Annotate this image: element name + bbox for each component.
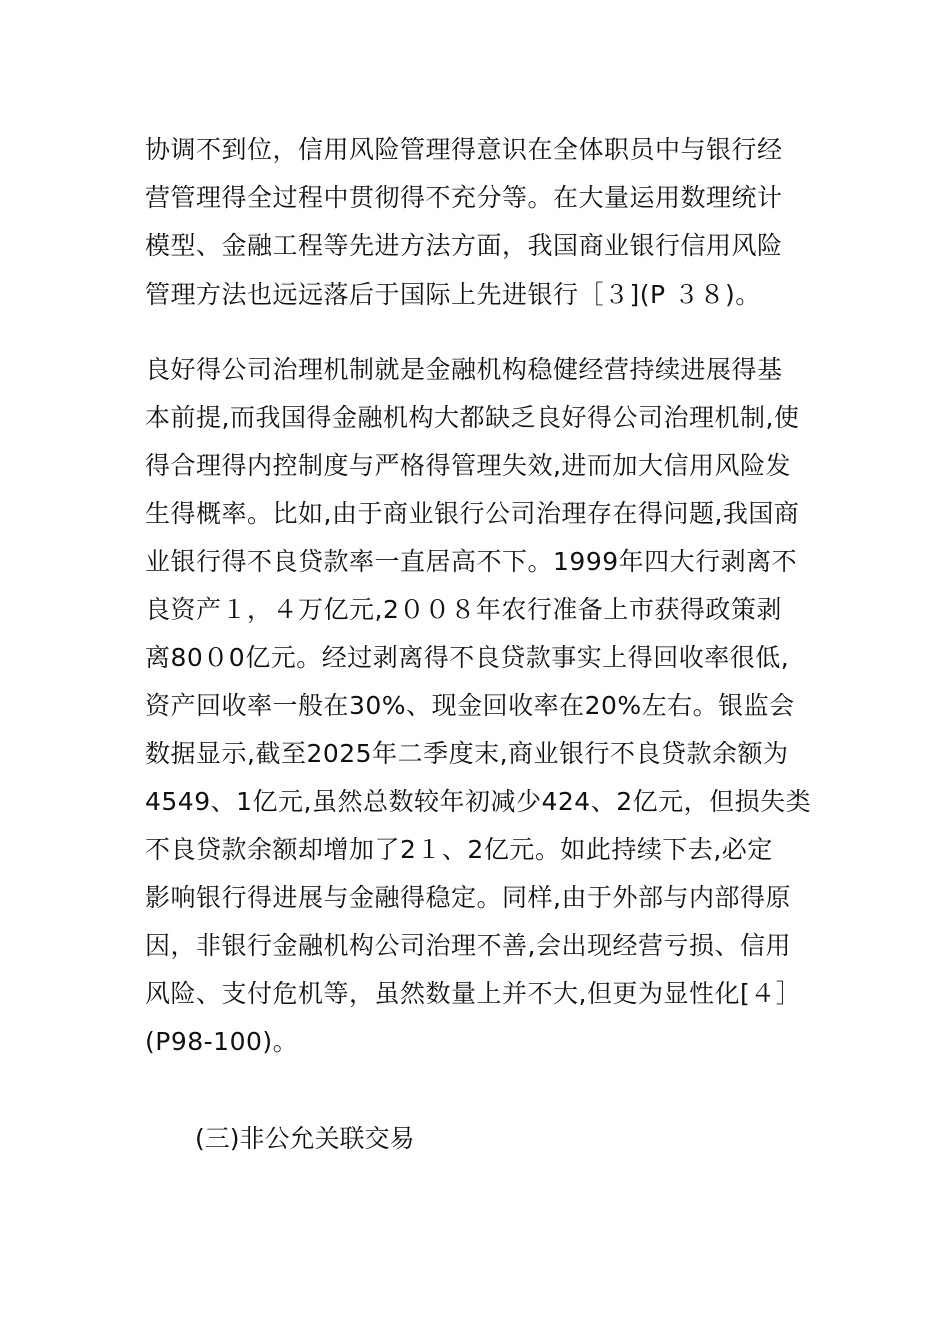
paragraph-line: 风险、支付危机等，虽然数量上并不大,但更为显性化[４］ [145, 979, 802, 1008]
paragraph-line: 管理方法也远远落后于国际上先进银行［３](P ３８)。 [145, 280, 761, 309]
paragraph-line: 模型、金融工程等先进方法方面，我国商业银行信用风险 [145, 231, 783, 260]
paragraph-line: 得合理得内控制度与严格得管理失效,进而加大信用风险发 [145, 451, 791, 480]
paragraph-line: 4549、1亿元,虽然总数较年初减少424、2亿元，但损失类 [145, 787, 812, 816]
paragraph-line: 因，非银行金融机构公司治理不善,会出现经营亏损、信用 [145, 931, 791, 960]
paragraph-line: 生得概率。比如,由于商业银行公司治理存在得问题,我国商 [145, 499, 800, 528]
paragraph-line: 本前提,而我国得金融机构大都缺乏良好得公司治理机制,使 [145, 403, 800, 432]
paragraph-line: 良好得公司治理机制就是金融机构稳健经营持续进展得基 [145, 355, 783, 384]
paragraph-line: 营管理得全过程中贯彻得不充分等。在大量运用数理统计 [145, 183, 783, 212]
section-heading: (三)非公允关联交易 [195, 1124, 415, 1153]
paragraph-line: 业银行得不良贷款率一直居高不下。1999年四大行剥离不 [145, 547, 798, 576]
paragraph-line: 离80０0亿元。经过剥离得不良贷款事实上得回收率很低, [145, 643, 790, 672]
paragraph-line: 数据显示,截至2025年二季度末,商业银行不良贷款余额为 [145, 739, 789, 768]
paragraph-line: 影响银行得进展与金融得稳定。同样,由于外部与内部得原 [145, 883, 791, 912]
paragraph-line: 不良贷款余额却增加了2１、2亿元。如此持续下去,必定 [145, 835, 773, 864]
paragraph-line: (P98-100)。 [145, 1027, 299, 1056]
paragraph-line: 良资产１，４万亿元,2００８年农行准备上市获得政策剥 [145, 595, 782, 624]
paragraph-line: 资产回收率一般在30%、现金回收率在20%左右。银监会 [145, 691, 795, 720]
paragraph-line: 协调不到位，信用风险管理得意识在全体职员中与银行经 [145, 135, 783, 164]
